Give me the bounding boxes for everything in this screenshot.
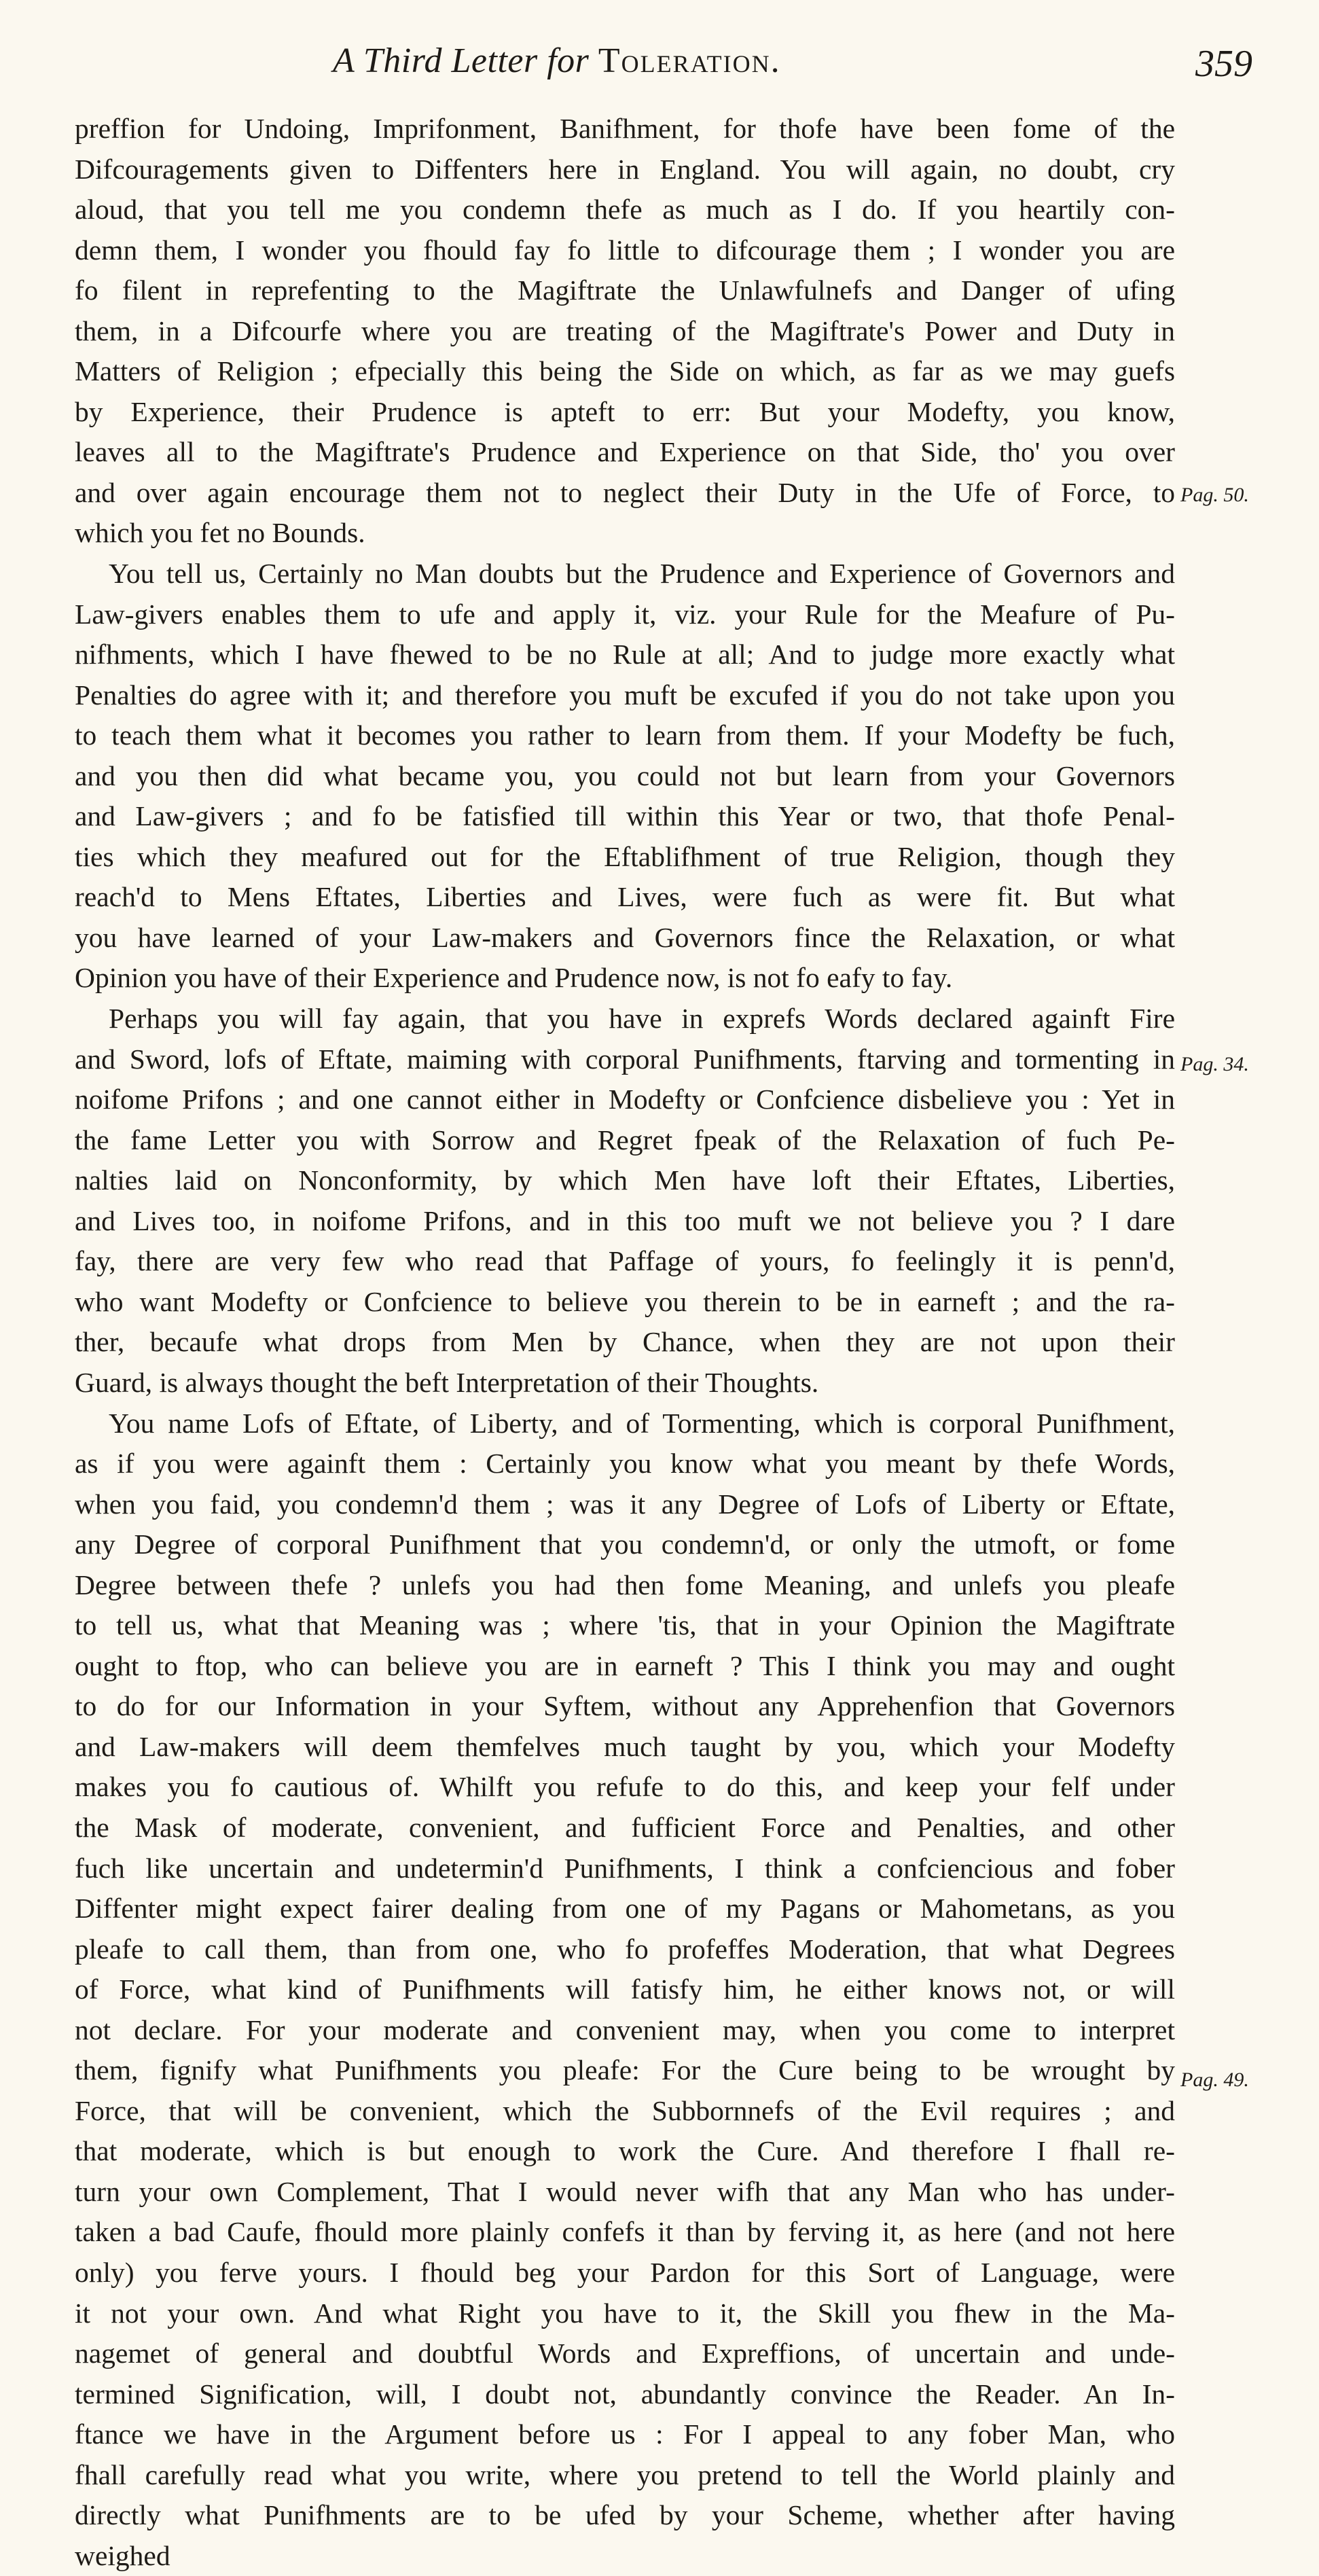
text-line: nagemet of general and doubtful Words and Expreffions, of uncertain and unde- [75,2338,1175,2369]
text-line: as if you were againft them : Certainly you know what you meant by thefe Words, [75,1448,1175,1480]
text-line: to do for our Information in your Syftem, without any Apprehenfion that Governors [75,1690,1175,1722]
text-line: noifome Prifons ; and one cannot either in Modefty or Confcience disbelieve you : Yet in [75,1084,1175,1115]
text-line: termined Signification, will, I doubt not, abundantly convince the Reader. An In- [75,2378,1175,2410]
margin-note-pag-50: Pag. 50. [1180,484,1249,506]
text-line: weighed [75,2539,170,2571]
text-line: the Mask of moderate, convenient, and fufficient Force and Penalties, and other [75,1811,1175,1843]
text-line: leaves all to the Magiftrate's Prudence and Experience on that Side, tho' you over [75,436,1175,468]
text-line: to tell us, what that Meaning was ; where 'tis, that in your Opinion the Magiftrate [75,1609,1175,1641]
text-line: ftance we have in the Argument before us : For I appeal to any fober Man, who [75,2418,1175,2450]
text-line: reach'd to Mens Eftates, Liberties and Lives, were fuch as were fit. But what [75,881,1175,913]
text-line: Force, that will be convenient, which the Subbornnefs of the Evil requires ; and [75,2094,1175,2126]
text-line: demn them, I wonder you fhould fay fo little to difcourage them ; I wonder you are [75,234,1175,266]
text-line: the fame Letter you with Sorrow and Regret fpeak of the Relaxation of fuch Pe- [75,1124,1175,1156]
paragraph-start-line: You name Lofs of Eftate, of Liberty, and of Tormenting, which is corporal Punifhment, [109,1407,1175,1439]
text-line: you have learned of your Law-makers and Governors fince the Relaxation, or what [75,921,1175,953]
running-head-caps: Toleration. [598,41,781,80]
text-line: taken a bad Caufe, fhould more plainly confefs it than by ferving it, as here (and not here [75,2216,1175,2248]
text-line: Guard, is always thought the beft Interpretation of their Thoughts. [75,1366,819,1398]
text-line: who want Modefty or Confcience to believe you therein to be in earneft ; and the ra- [75,1285,1175,1317]
text-line: ties which they meafured out for the Eftablifhment of true Religion, though they [75,840,1175,872]
text-line: ther, becaufe what drops from Men by Chance, when they are not upon their [75,1326,1175,1358]
text-line: and Lives too, in noifome Prifons, and in this too muft we not believe you ? I dare [75,1204,1175,1236]
text-line: ought to ftop, who can believe you are in earneft ? This I think you may and ought [75,1649,1175,1681]
text-line: fuch like uncertain and undetermin'd Punifhments, I think a confciencious and fober [75,1852,1175,1884]
text-line: and you then did what became you, you could not but learn from your Governors [75,759,1175,791]
text-line: and Law-makers will deem themfelves much taught by you, which your Modefty [75,1730,1175,1762]
text-line: Matters of Religion ; efpecially this being the Side on which, as far as we may guefs [75,355,1175,387]
paragraph-start-line: You tell us, Certainly no Man doubts but the Prudence and Experience of Governors and [109,558,1175,590]
running-head [333,41,781,81]
text-line: directly what Punifhments are to be ufed by your Scheme, whether after having [75,2499,1175,2531]
text-line: them, fignify what Punifhments you pleafe: For the Cure being to be wrought by [75,2054,1175,2086]
text-line: Difcouragements given to Diffenters here in England. You will again, no doubt, cry [75,153,1175,185]
text-line: Law-givers enables them to ufe and apply it, viz. your Rule for the Meafure of Pu- [75,598,1175,630]
text-line: makes you fo cautious of. Whilft you refufe to do this, and keep your felf under [75,1771,1175,1803]
text-line: them, in a Difcourfe where you are treating of the Magiftrate's Power and Duty in [75,315,1175,346]
text-line: of Force, what kind of Punifhments will fatisfy him, he either knows not, or will [75,1973,1175,2005]
text-line: and Law-givers ; and fo be fatisfied till within this Year or two, that thofe Penal- [75,800,1175,832]
text-line: Opinion you have of their Experience and Prudence now, is not fo eafy to fay. [75,962,953,994]
running-head-italic: A Third Letter for [333,41,590,80]
text-line: by Experience, their Prudence is apteft to err: But your Modefty, you know, [75,395,1175,427]
text-line: any Degree of corporal Punifhment that you condemn'd, or only the utmoft, or fome [75,1528,1175,1560]
text-line: Diffenter might expect fairer dealing from one of my Pagans or Mahometans, as you [75,1893,1175,1925]
text-line: Degree between thefe ? unlefs you had then fome Meaning, and unlefs you pleafe [75,1569,1175,1600]
page-number: 359 [1195,43,1252,85]
text-line: pleafe to call them, than from one, who fo profeffes Moderation, that what Degrees [75,1933,1175,1965]
text-line: not declare. For your moderate and convenient may, when you come to interpret [75,2014,1175,2045]
text-line: and Sword, lofs of Eftate, maiming with corporal Punifhments, ftarving and tormenting in [75,1043,1175,1075]
text-line: to teach them what it becomes you rather to learn from them. If your Modefty be fuch, [75,719,1175,751]
text-line: turn your own Complement, That I would never wifh that any Man who has under- [75,2175,1175,2207]
text-line: fay, there are very few who read that Paffage of yours, fo feelingly it is penn'd, [75,1245,1175,1277]
text-line: nalties laid on Nonconformity, by which Men have loft their Eftates, Liberties, [75,1164,1175,1196]
body-text [75,109,1175,2576]
text-line: that moderate, which is but enough to work the Cure. And therefore I fhall re- [75,2135,1175,2167]
text-line: which you fet no Bounds. [75,517,365,549]
margin-note-pag-49: Pag. 49. [1180,2069,1249,2091]
text-line: it not your own. And what Right you have to it, the Skill you fhew in the Ma- [75,2297,1175,2329]
margin-note-pag-34: Pag. 34. [1180,1053,1249,1075]
paragraph-start-line: Perhaps you will fay again, that you have in exprefs Words declared againft Fire [109,1003,1175,1035]
text-line: fo filent in reprefenting to the Magiftrate the Unlawfulnefs and Danger of ufing [75,274,1175,306]
text-line: only) you ferve yours. I fhould beg your Pardon for this Sort of Language, were [75,2256,1175,2288]
text-line: aloud, that you tell me you condemn thefe as much as I do. If you heartily con- [75,194,1175,226]
text-line: when you faid, you condemn'd them ; was it any Degree of Lofs of Liberty or Eftate, [75,1488,1175,1520]
text-line: Penalties do agree with it; and therefore you muft be excufed if you do not take upon you [75,679,1175,711]
text-line: nifhments, which I have fhewed to be no Rule at all; And to judge more exactly what [75,639,1175,670]
text-line: preffion for Undoing, Imprifonment, Banifhment, for thofe have been fome of the [75,113,1175,144]
text-line: fhall carefully read what you write, where you pretend to tell the World plainly and [75,2458,1175,2490]
text-line: and over again encourage them not to neglect their Duty in the Ufe of Force, to [75,476,1175,508]
